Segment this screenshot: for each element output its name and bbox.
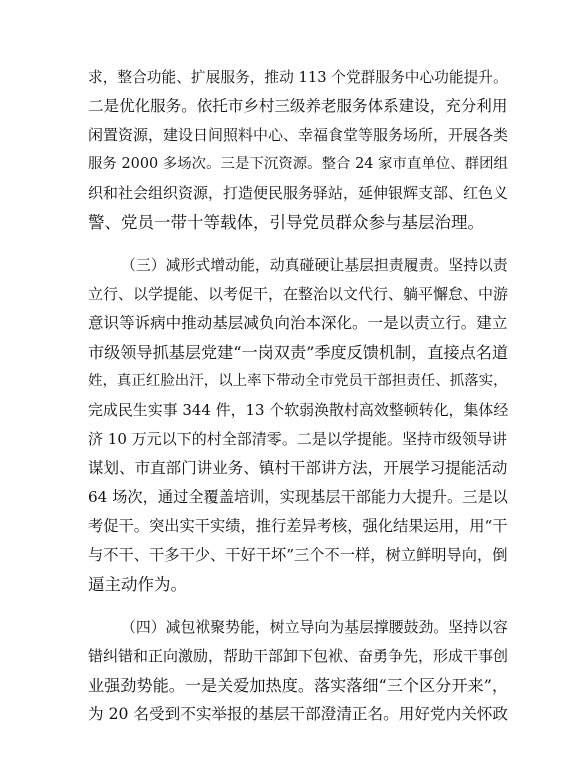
text-line: 闲置资源，建设日间照料中心、幸福食堂等服务场所，开展各类 <box>88 126 509 144</box>
text-line: 为 20 名受到不实举报的基层干部澄清正名。用好党内关怀政 <box>88 705 509 723</box>
text-line: 64 场次，通过全覆盖培训，实现基层干部能力大提升。三是以 <box>88 488 508 506</box>
text-line: 市级领导抓基层党建“一岗双责”季度反馈机制，直接点名道 <box>88 343 509 362</box>
text-line: 谋划、市直部门讲业务、镇村干部讲方法，开展学习提能活动 <box>88 459 508 477</box>
text-line: 求，整合功能、扩展服务，推动 113 个党群服务中心功能提升。 <box>88 69 508 86</box>
text-line: 错纠错和正向激励，帮助干部卸下包袱、奋勇争先，形成干事创 <box>88 647 509 665</box>
text-line: 警、党员一带十等载体，引导党员群众参与基层治理。 <box>88 213 484 232</box>
paragraph-spacer <box>88 599 508 613</box>
text-line: 立行、以学提能、以考促干，在整治以文代行、躺平懈怠、中游 <box>88 285 509 303</box>
text-line: 逼主动作为。 <box>88 575 187 594</box>
text-line: 服务 2000 多场次。三是下沉资源。整合 24 家市直单位、群团组 <box>88 156 508 172</box>
section-heading-line: （三）减形式增动能，动真碰硬让基层担责履责。坚持以责 <box>121 256 508 274</box>
text-line: 济 10 万元以下的村全部清零。二是以学提能。坚持市级领导讲 <box>88 430 508 448</box>
paragraph-section-three <box>88 251 508 599</box>
text-line: 意识等诉病中推动基层减负向治本深化。一是以责立行。建立 <box>88 314 508 332</box>
section-heading-line: （四）减包袱聚势能，树立导向为基层撑腰鼓劲。坚持以容 <box>121 618 508 636</box>
text-line: 与不干、干多干少、干好干坏”三个不一样，树立鲜明导向，倒 <box>88 546 508 564</box>
text-line: 考促干。突出实干实绩，推行差异考核，强化结果运用，用“干 <box>88 517 508 535</box>
text-line: 业强劲势能。一是关爱加热度。落实落细“三个区分开来”， <box>88 676 509 695</box>
paragraph-services <box>88 63 508 237</box>
document-body <box>88 63 508 729</box>
text-line: 二是优化服务。依托市乡村三级养老服务体系建设，充分利用 <box>88 97 508 115</box>
text-line: 姓，真正红脸出汗，以上率下带动全市党员干部担责任、抓落实， <box>88 373 508 389</box>
paragraph-spacer <box>88 237 508 251</box>
text-line: 织和社会组织资源，打造便民服务驿站，延伸银辉支部、红色义 <box>88 184 509 202</box>
paragraph-section-four <box>88 613 508 729</box>
text-line: 完成民生实事 344 件，13 个软弱涣散村高效整顿转化，集体经 <box>88 401 509 419</box>
